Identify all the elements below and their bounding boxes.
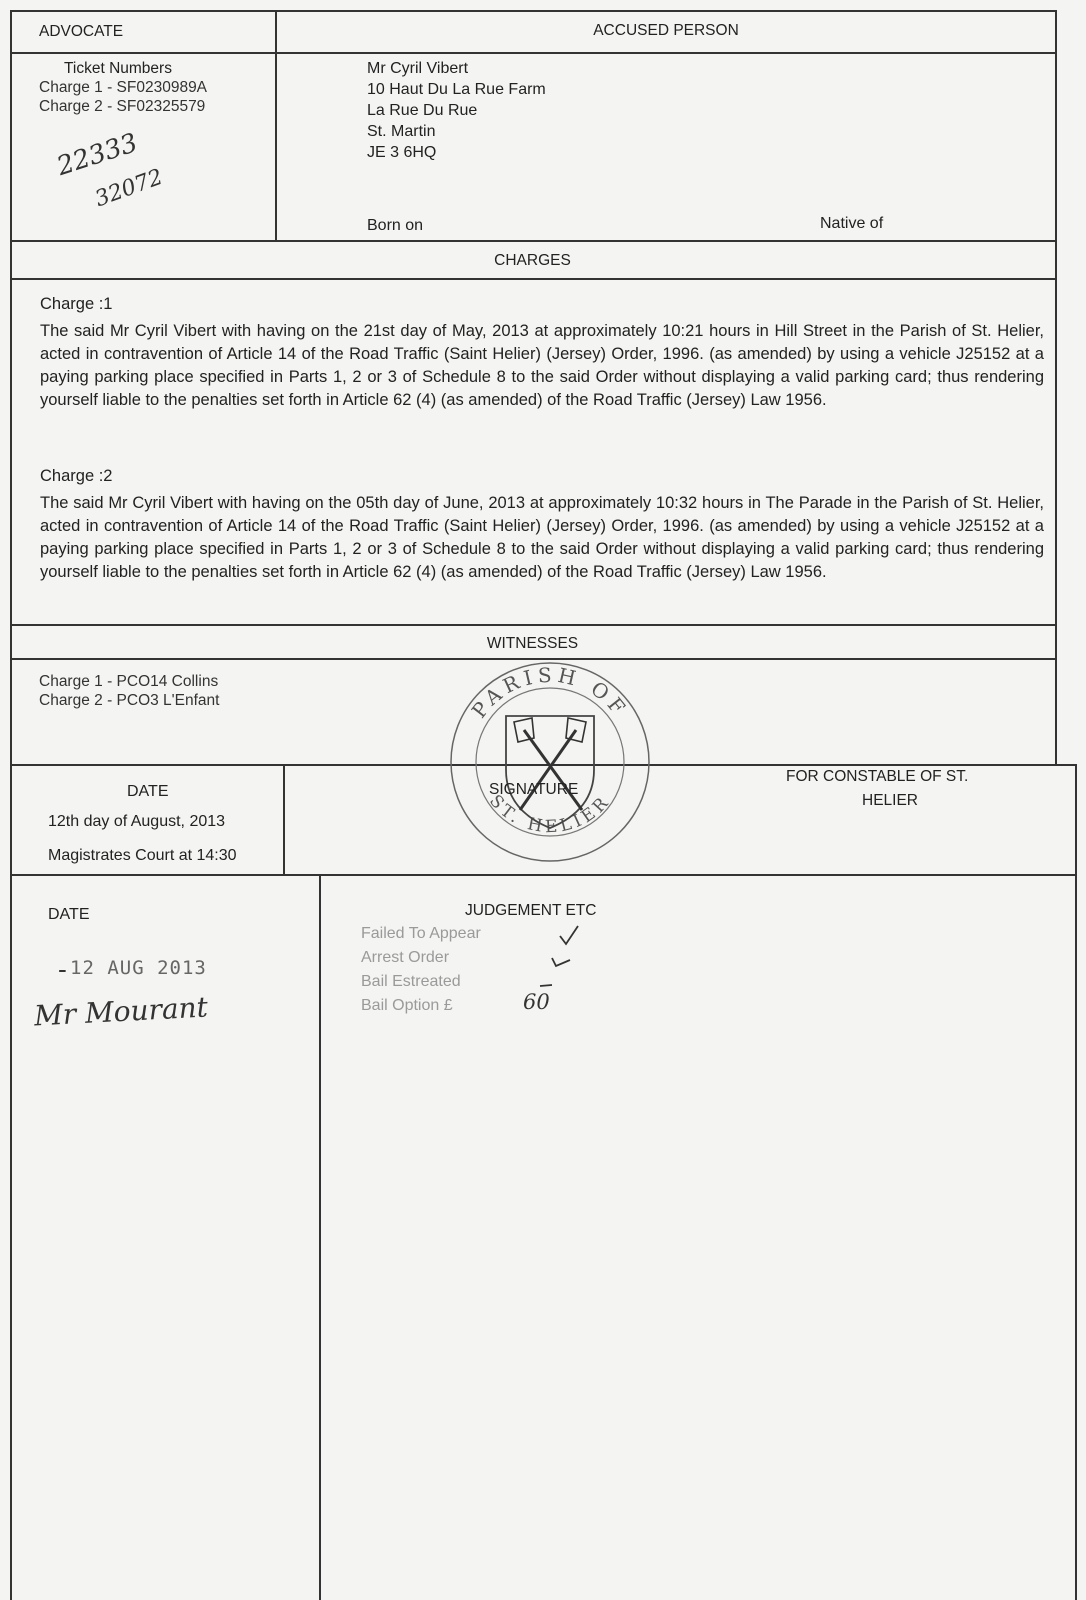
charge-1-title: Charge :1 [40,295,113,313]
accused-postcode: JE 3 6HQ [367,144,437,161]
date-stamp-prefix: - [58,955,67,985]
rule-judgement-top [10,874,1076,876]
rule-judgement-divider [319,874,321,1600]
seal-top-text: PARISH OF [466,662,634,723]
stamp-bail-estreated: Bail Estreated [361,973,461,990]
charge-2-text: The said Mr Cyril Vibert with having on the 05th day of June, 2013 at approximately 10:32 hours in The Parade in the Parish of St. Helier, acted in contravention of Article 14 of the Road Traffic (Saint Helier) (Jersey) Order, 1996. (as amended) by using a vehicle J25152 at a paying parking place specified in Parts 1, 2 or 3 of Schedule 8 to the said Order without displaying a valid parking card; thus rendering yourself liable to the penalties set forth in Article 62 (4) (as amended) of the Road Traffic (Jersey) Law 1956. [40,494,1044,581]
rule-right-upper [1055,10,1057,766]
stamp-failed-to-appear: Failed To Appear [361,925,481,942]
seal-bottom-text: ST. HELIER [485,791,615,838]
stamp-bail-option: Bail Option £ [361,997,453,1014]
handwritten-magistrate-name: Mr Mourant [33,990,209,1033]
tick-failed-to-appear-icon [560,926,578,944]
born-on-label: Born on [367,217,424,234]
constable-line-1: FOR CONSTABLE OF ST. [786,768,969,785]
accused-address-3: St. Martin [367,123,436,140]
rule-charges-top [10,240,1055,242]
charge-1-text: The said Mr Cyril Vibert with having on the 21st day of May, 2013 at approximately 10:21 hours in Hill Street in the Parish of St. Helier, acted in contravention of Article 14 of the Road Traffic (Saint Helier) (Jersey) Order, 1996. (as amended) by using a vehicle J25152 at a paying parking place specified in Parts 1, 2 or 3 of Schedule 8 to the said Order without displaying a valid parking card; thus rendering yourself liable to the penalties set forth in Article 62 (4) (as amended) of the Road Traffic (Jersey) Law 1956. [40,322,1044,409]
handwritten-ticket-1: 22333 [53,127,142,183]
received-date-stamp: 12 AUG 2013 [70,957,207,979]
charge-2-title: Charge :2 [40,467,113,485]
bail-amount: 60 [523,990,550,1014]
rule-left [10,10,12,1600]
rule-top [10,10,1055,12]
rule-witnesses-top [10,624,1055,626]
rule-hearing-divider [283,764,285,875]
rule-charges-header-bottom [10,278,1055,280]
ticket-numbers-title: Ticket Numbers [64,60,172,77]
parish-seal [448,660,653,865]
rule-right-lower [1075,764,1077,1600]
charges-heading: CHARGES [494,252,571,269]
handwritten-tick-marks [530,922,590,1004]
ticket-charge-1: Charge 1 - SF0230989A [39,79,208,96]
constable-line-2: HELIER [862,792,918,809]
judgement-date-label: DATE [48,906,90,923]
accused-name: Mr Cyril Vibert [367,60,469,77]
signature-label: SIGNATURE [489,781,579,798]
svg-text:PARISH OF [467,663,633,723]
witnesses-heading: WITNESSES [486,635,579,652]
stamp-arrest-order: Arrest Order [361,949,450,966]
judgement-heading: JUDGEMENT ETC [465,902,597,919]
hearing-date-label: DATE [127,783,169,800]
accused-address-2: La Rue Du Rue [367,102,478,119]
rule-header-bottom [10,52,1055,54]
accused-heading: ACCUSED PERSON [593,22,739,39]
handwritten-ticket-2: 32072 [91,164,167,213]
ticket-charge-2: Charge 2 - SF02325579 [39,98,206,115]
witness-charge-1: Charge 1 - PCO14 Collins [39,673,219,690]
advocate-heading: ADVOCATE [39,23,124,40]
tick-arrest-order-icon [552,958,570,966]
hearing-court-value: Magistrates Court at 14:30 [48,847,237,864]
native-of-label: Native of [820,215,884,232]
witness-charge-2: Charge 2 - PCO3 L'Enfant [39,692,220,709]
dash-bail-estreated-icon [540,985,552,986]
rule-advocate-divider [275,10,277,241]
accused-address-1: 10 Haut Du La Rue Farm [367,81,546,98]
hearing-date-value: 12th day of August, 2013 [48,813,226,830]
